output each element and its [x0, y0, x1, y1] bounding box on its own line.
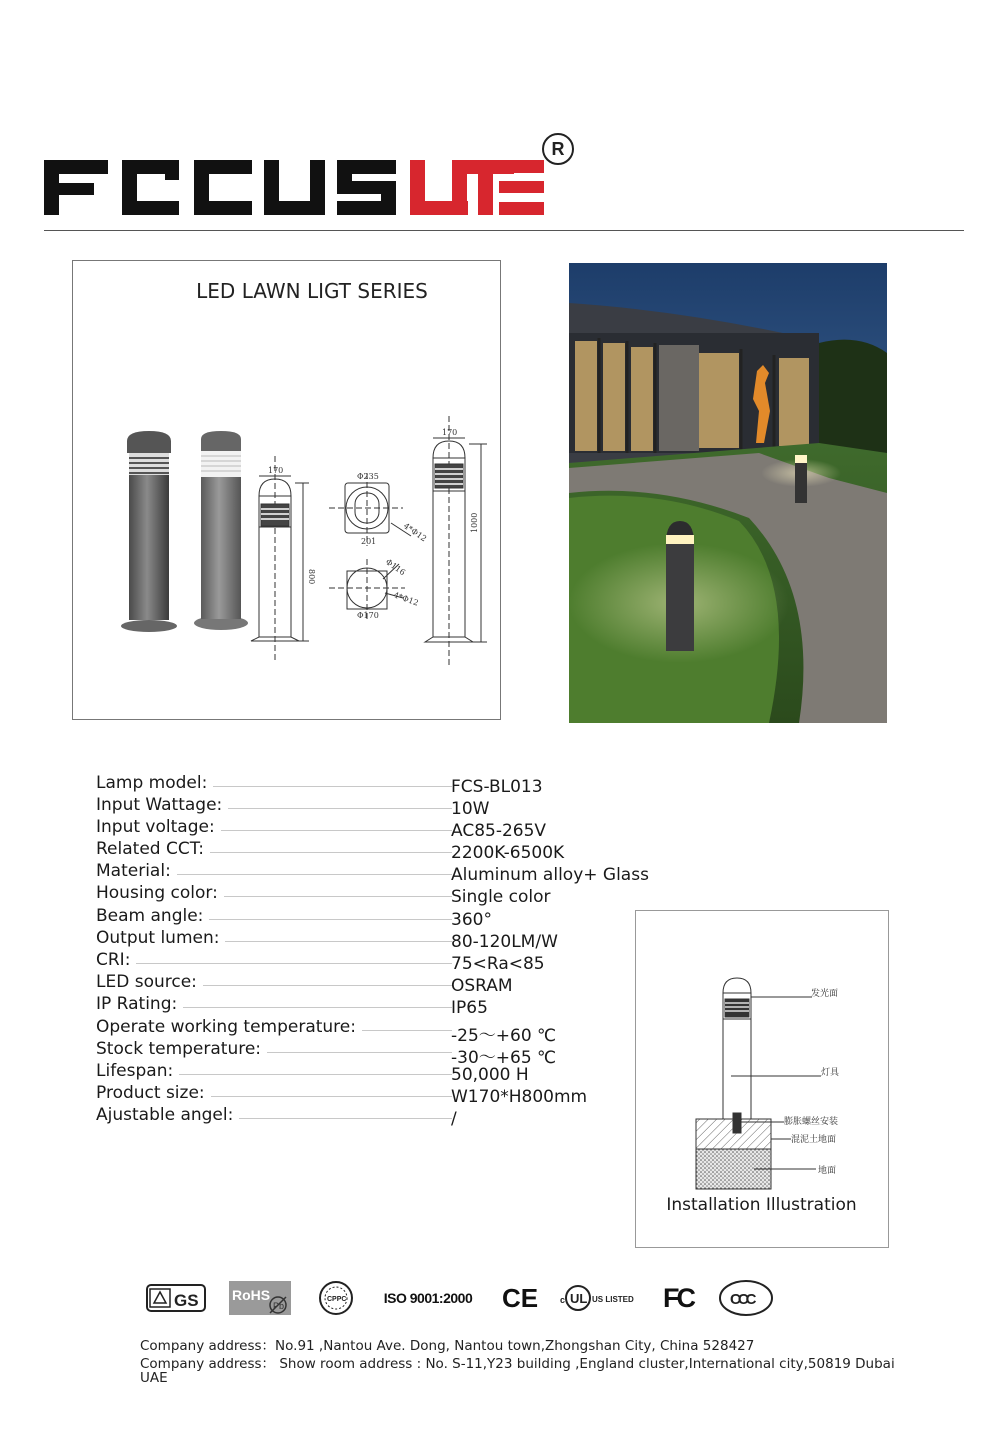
spec-label: Beam angle: — [96, 906, 209, 926]
bollard-render-grey — [194, 431, 248, 630]
dim-800: 800 — [307, 569, 316, 585]
technical-drawing — [73, 261, 500, 719]
installation-diagram — [636, 911, 887, 1191]
dim-d235: Φ235 — [357, 472, 379, 481]
dim-1000: 1000 — [470, 512, 479, 533]
ul-c-text: c — [560, 1295, 566, 1305]
spec-label: Input Wattage: — [96, 795, 228, 815]
spec-label: Lamp model: — [96, 773, 213, 793]
logo-text: FOCUSLITE — [44, 150, 50, 151]
spec-row-adjustable-angle — [96, 1105, 656, 1127]
leader-line — [96, 963, 452, 964]
spec-label: Product size: — [96, 1083, 211, 1103]
ccc-text: CCC — [730, 1291, 754, 1308]
company-address-2: Company address： Show room address : No. S-11,Y23 building ,England cluster,International city,50819 Dubai — [140, 1356, 895, 1372]
spec-value: 80-120LM/W — [451, 932, 558, 952]
spec-row-output-lumen — [96, 928, 656, 950]
spec-label: Output lumen: — [96, 928, 225, 948]
spec-value: AC85-265V — [451, 821, 547, 841]
spec-label: Operate working temperature: — [96, 1017, 362, 1037]
ce-mark-icon: CE — [501, 1282, 539, 1313]
dim-201: 201 — [361, 537, 377, 546]
ul-listed-mark-icon — [560, 1278, 640, 1318]
dim-bolt-a: 4*Φ12 — [401, 521, 429, 544]
dim-d116: Φ116 — [383, 557, 407, 578]
spec-value: Aluminum alloy+ Glass — [451, 865, 649, 885]
installation-photo — [569, 263, 887, 723]
label-expansion-bolt: 膨胀螺丝安装 — [784, 1117, 839, 1127]
installation-illustration-panel — [635, 910, 889, 1248]
spec-label: LED source: — [96, 972, 203, 992]
spec-value: OSRAM — [451, 976, 513, 996]
series-title: LED LAWN LIGT SERIES — [196, 279, 428, 303]
rohs-text: RoHS — [232, 1287, 271, 1303]
elevation-800 — [251, 456, 309, 661]
label-emitting-surface: 发光面 — [811, 989, 839, 999]
spec-value: -25～+60 ℃ — [451, 1026, 557, 1046]
spec-row-housing-color — [96, 883, 656, 905]
spec-value: Single color — [451, 887, 551, 907]
ccc-mark-icon — [718, 1278, 774, 1318]
cppc-text: CPPC — [327, 1296, 347, 1303]
spec-label: CRI: — [96, 950, 136, 970]
cppc-mark-icon — [318, 1278, 354, 1318]
spec-row-ip-rating — [96, 994, 656, 1016]
spec-value: 10W — [451, 799, 490, 819]
spec-row-lamp-model — [96, 773, 656, 795]
installation-caption: Installation Illustration — [666, 1195, 857, 1215]
ul-text: UL — [570, 1291, 588, 1306]
bollard-render-dark — [121, 431, 177, 632]
spec-value: / — [451, 1109, 457, 1129]
focuslite-logo — [44, 150, 544, 222]
fcc-mark-icon: FC — [663, 1282, 693, 1313]
spec-label: Stock temperature: — [96, 1039, 267, 1059]
spec-label: Input voltage: — [96, 817, 221, 837]
spec-row-lifespan — [96, 1061, 656, 1083]
spec-label: Material: — [96, 861, 177, 881]
spec-label: Related CCT: — [96, 839, 210, 859]
spec-row-cct — [96, 839, 656, 861]
rohs-mark-icon — [228, 1278, 294, 1318]
spec-label: Lifespan: — [96, 1061, 179, 1081]
spec-value: 50,000 H — [451, 1065, 529, 1085]
spec-value: -30～+65 ℃ — [451, 1048, 557, 1068]
gs-text: GS — [174, 1291, 199, 1310]
spec-label: Ajustable angel: — [96, 1105, 239, 1125]
label-concrete: 混泥土地面 — [791, 1135, 837, 1145]
ul-listed-text: US LISTED — [592, 1295, 634, 1304]
spec-row-beam-angle — [96, 906, 656, 928]
company-address-2-continued: UAE — [140, 1370, 168, 1386]
rohs-pb-text: Pb — [273, 1301, 285, 1311]
spec-value: IP65 — [451, 998, 488, 1018]
spec-row-material — [96, 861, 656, 883]
spec-row-product-size — [96, 1083, 656, 1105]
dim-170-a: 170 — [268, 466, 284, 475]
spec-row-operating-temperature — [96, 1017, 656, 1046]
elevation-1000 — [425, 416, 487, 666]
spec-row-stock-temperature — [96, 1039, 656, 1068]
company-address-1: Company address：No.91 ,Nantou Ave. Dong, Nantou town,Zhongshan City, China 528427 — [140, 1338, 755, 1354]
certification-logos — [140, 1278, 780, 1320]
label-ground: 地面 — [818, 1166, 837, 1176]
header-divider — [44, 230, 964, 231]
product-drawing-panel — [72, 260, 501, 720]
spec-value: FCS-BL013 — [451, 777, 543, 797]
spec-row-input-voltage — [96, 817, 656, 839]
spec-row-cri — [96, 950, 656, 972]
spec-row-input-wattage — [96, 795, 656, 817]
spec-label: Housing color: — [96, 883, 224, 903]
registered-trademark-icon: R — [542, 133, 574, 165]
spec-value: 2200K-6500K — [451, 843, 565, 863]
spec-value: W170*H800mm — [451, 1087, 588, 1107]
dim-d170: Φ170 — [357, 611, 379, 620]
label-lamp-body: 灯具 — [821, 1068, 840, 1078]
spec-row-led-source — [96, 972, 656, 994]
spec-label: IP Rating: — [96, 994, 183, 1014]
iso-9001-mark: ISO 9001:2000 — [383, 1290, 473, 1306]
dim-170-b: 170 — [442, 428, 458, 437]
spec-value: 75<Ra<85 — [451, 954, 545, 974]
gs-mark-icon — [146, 1278, 206, 1318]
spec-value: 360° — [451, 910, 492, 930]
dim-bolt-b: 4*Φ12 — [392, 590, 420, 608]
